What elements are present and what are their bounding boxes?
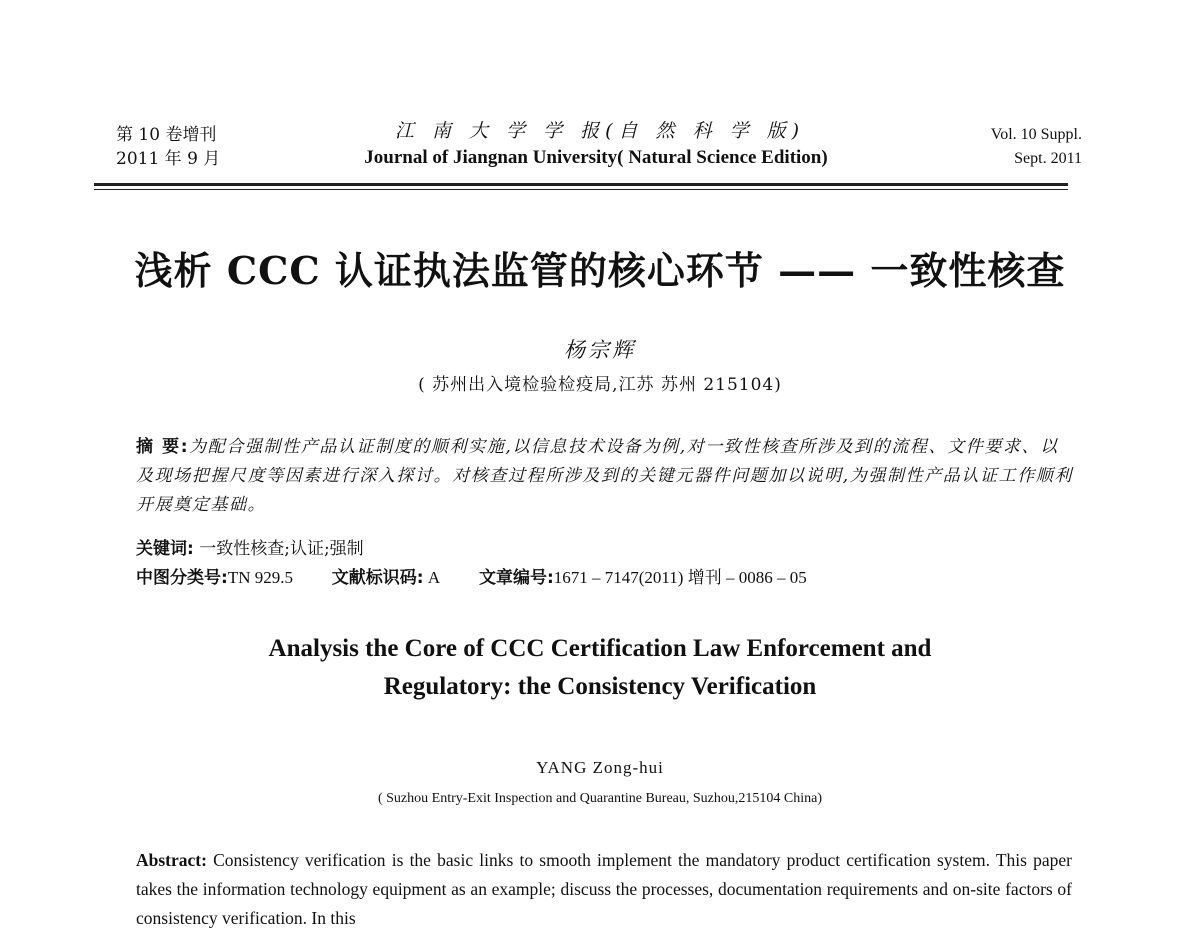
keywords-row <box>136 536 364 562</box>
doc-code-value: A <box>423 568 441 587</box>
abstract-en-label: Abstract: <box>136 850 207 870</box>
article-number-value: 1671 – 7147(2011) 增刊 – 0086 – 05 <box>553 568 807 587</box>
clc-value: TN 929.5 <box>227 568 293 587</box>
keywords-text: 一致性核查;认证;强制 <box>193 539 364 559</box>
header-volume-date-en <box>991 123 1082 171</box>
header-rule-thick <box>94 183 1068 186</box>
paper-title-en-line1: Analysis the Core of CCC Certification Law Enforcement and <box>268 635 932 662</box>
header-rule-thin <box>94 189 1068 190</box>
header-volume-cn: 第 10 卷增刊 <box>116 125 217 145</box>
affiliation-en: ( Suzhou Entry-Exit Inspection and Quarantine Bureau, Suzhou,215104 China) <box>377 791 822 806</box>
affiliation-cn: ( 苏州出入境检验检疫局,江苏 苏州 215104) <box>418 375 782 395</box>
abstract-en-text: Consistency verification is the basic links to smooth implement the mandatory product certification system. This paper takes the information technology equipment as an example; discuss the processes, documentation requirements and on-site factors of consistency verification. In this <box>136 850 1072 928</box>
article-number-label: 文章编号: <box>478 568 554 588</box>
abstract-cn-text: 为配合强制性产品认证制度的顺利实施,以信息技术设备为例,对一致性核查所涉及到的流程、文件要求、以及现场把握尺度等因素进行深入探讨。对核查过程所涉及到的关键元器件问题加以说明,为强制性产品认证工作顺利开展奠定基础。 <box>136 437 1074 515</box>
header-volume-en: Vol. 10 Suppl. <box>990 126 1082 143</box>
keywords-label: 关键词: <box>136 539 194 559</box>
abstract-en <box>136 846 1072 933</box>
author-name-cn: 杨宗辉 <box>564 338 636 362</box>
paper-title-en <box>0 630 1200 706</box>
journal-name-en: Journal of Jiangnan University( Natural Science Edition) <box>364 147 828 168</box>
paper-title-en-line2: Regulatory: the Consistency Verification <box>383 673 817 700</box>
header-date-en: Sept. 2011 <box>1014 150 1082 167</box>
classification-row <box>136 565 807 591</box>
paper-title-cn: 浅析 CCC 认证执法监管的核心环节 —— 一致性核查 <box>134 248 1066 293</box>
author-name-en: YANG Zong-hui <box>536 758 664 777</box>
header-date-cn: 2011 年 9 月 <box>116 149 221 169</box>
abstract-cn <box>136 433 1076 520</box>
abstract-cn-label: 摘 要: <box>136 437 190 457</box>
journal-name-cn: 江 南 大 学 学 报(自 然 科 学 版) <box>394 120 806 142</box>
doc-code-label: 文献标识码: <box>331 568 424 588</box>
clc-label: 中图分类号: <box>136 568 228 588</box>
